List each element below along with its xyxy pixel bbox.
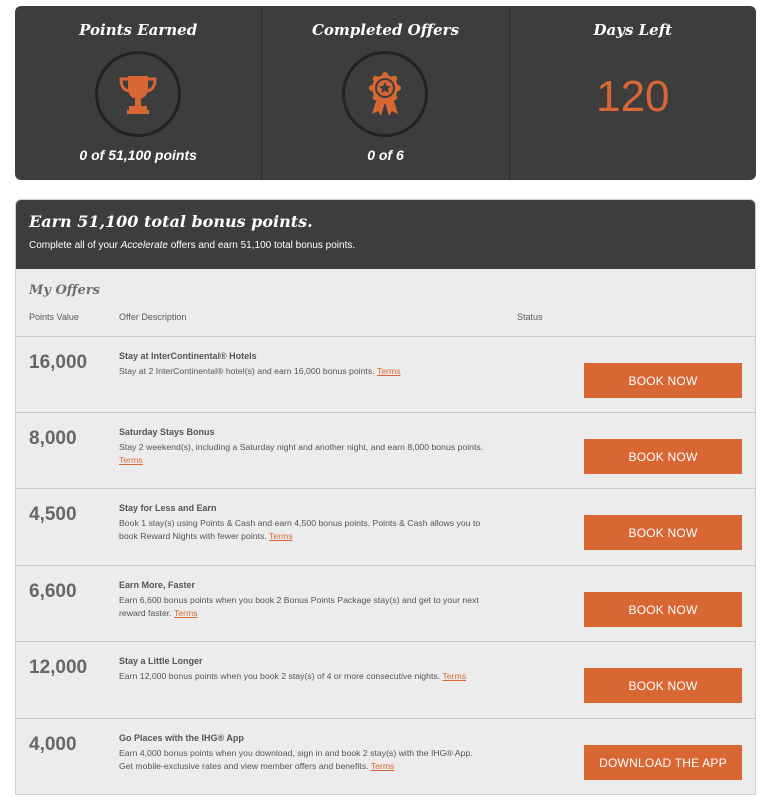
book-now-button[interactable]: BOOK NOW <box>584 439 742 474</box>
offer-description <box>119 670 484 683</box>
offers-title: Earn 51,100 total bonus points. <box>29 212 313 231</box>
stats-panel <box>15 6 756 180</box>
terms-link[interactable]: Terms <box>173 608 198 618</box>
offer-description-text: Book 1 stay(s) using Points & Cash and earn 4,500 bonus points. Points & Cash allows you to book Reward Nights with fewer points. <box>119 518 481 541</box>
terms-link[interactable]: Terms <box>269 531 293 541</box>
offer-description <box>119 747 484 773</box>
offer-row <box>16 488 755 564</box>
book-now-button[interactable]: BOOK NOW <box>584 515 742 550</box>
column-header-description: Offer Description <box>119 312 187 322</box>
offer-points: 8,000 <box>29 428 77 449</box>
book-now-button[interactable]: BOOK NOW <box>584 668 742 703</box>
offer-points: 12,000 <box>29 657 88 678</box>
offer-description <box>119 365 484 378</box>
completed-offers-stat <box>261 6 508 180</box>
offer-description-text: Stay 2 weekend(s), including a Saturday night and another night, and earn 8,000 bonus points. <box>119 442 484 452</box>
offer-name: Go Places with the IHG® App <box>119 733 244 743</box>
offer-description <box>119 594 484 620</box>
terms-link[interactable]: Terms <box>370 761 395 771</box>
subtitle-text: offers and earn 51,100 total bonus points. <box>167 240 356 251</box>
stat-title: Days Left <box>593 21 673 39</box>
days-left-value: 120 <box>596 72 670 121</box>
points-earned-stat <box>15 6 261 180</box>
offer-description-text: Earn 12,000 bonus points when you book 2 stay(s) of 4 or more consecutive nights. <box>119 671 441 681</box>
offer-description-text: Stay at 2 InterContinental® hotel(s) and earn 16,000 bonus points. <box>119 366 375 376</box>
offer-row <box>16 565 755 641</box>
offers-panel <box>15 199 756 795</box>
offers-subtitle <box>29 240 742 251</box>
stat-title: Completed Offers <box>311 21 460 39</box>
download-app-button[interactable]: DOWNLOAD THE APP <box>584 745 742 780</box>
book-now-button[interactable]: BOOK NOW <box>584 363 742 398</box>
offer-description-text: Earn 4,000 bonus points when you download, sign in and book 2 stay(s) with the IHG® App. Get mobile-exclusive rates and view member offers and benefits. <box>119 748 473 771</box>
offer-name: Saturday Stays Bonus <box>119 427 215 437</box>
offer-description-text: Earn 6,600 bonus points when you book 2 Bonus Points Package stay(s) and get to your next reward faster. <box>119 595 479 618</box>
offer-row <box>16 336 755 412</box>
offer-row <box>16 641 755 717</box>
offer-points: 4,500 <box>29 504 77 525</box>
trophy-icon <box>95 51 181 137</box>
offer-name: Stay for Less and Earn <box>119 503 217 513</box>
stat-title: Points Earned <box>79 21 198 39</box>
subtitle-text: Complete all of your <box>29 240 121 251</box>
subtitle-emphasis: Accelerate <box>120 240 168 251</box>
days-left-stat <box>509 6 756 180</box>
offer-name: Stay at InterContinental® Hotels <box>119 351 257 361</box>
offers-header <box>16 200 755 269</box>
offer-points: 4,000 <box>29 734 77 755</box>
terms-link[interactable]: Terms <box>119 455 143 465</box>
offer-row <box>16 412 755 488</box>
offer-name: Earn More, Faster <box>119 580 196 590</box>
offer-description <box>119 441 484 467</box>
section-title: My Offers <box>29 283 100 298</box>
terms-link[interactable]: Terms <box>376 366 401 376</box>
badge-icon <box>342 51 428 137</box>
completed-offers-value: 0 of 6 <box>367 147 404 163</box>
points-earned-value: 0 of 51,100 points <box>79 147 197 163</box>
column-header-status: Status <box>517 312 543 322</box>
column-header-points: Points Value <box>29 312 79 322</box>
offer-name: Stay a Little Longer <box>119 656 203 666</box>
offer-points: 6,600 <box>29 581 77 602</box>
offer-row <box>16 718 755 794</box>
terms-link[interactable]: Terms <box>442 671 467 681</box>
book-now-button[interactable]: BOOK NOW <box>584 592 742 627</box>
offer-points: 16,000 <box>29 352 88 373</box>
offer-description <box>119 517 484 543</box>
